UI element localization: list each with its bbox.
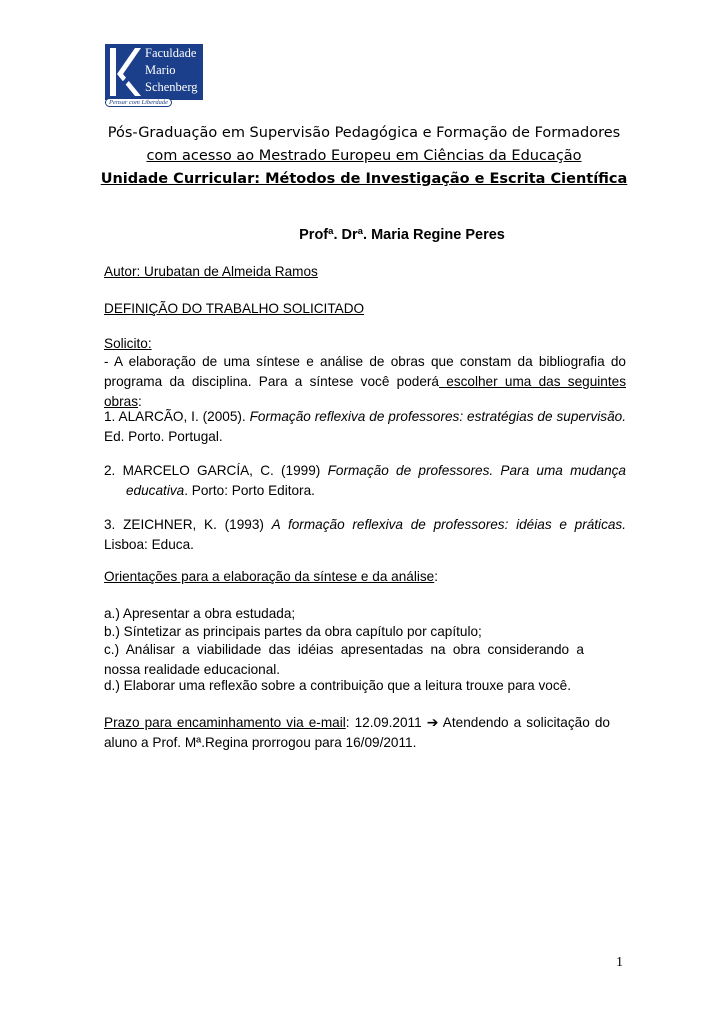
course-title-line-2 [0, 148, 728, 164]
orientacoes-colon: : [434, 569, 439, 584]
work-item-3 [104, 515, 626, 555]
orientacoes-item-c: c.) Análisar a viabilidade das idéias apresentadas na obra considerando a nossa realidade educacional. [104, 642, 584, 677]
prazo-text-1: : 12.09.2011 [345, 715, 427, 730]
work-1-title: Formação reflexiva de professores: estratégias de supervisão. [249, 409, 626, 424]
orientacoes-label: Orientações para a elaboração da síntese e da análise [104, 569, 435, 584]
course-title-text-2: com acesso ao Mestrado Europeu em Ciências da Educação [146, 148, 582, 164]
logo-k-mark-icon [105, 44, 143, 100]
logo-wordmark [145, 45, 203, 96]
orientacoes-item-b: b.) Síntetizar as principais partes da obra capítulo por capítulo; [104, 624, 482, 639]
prazo-text-2: Atendendo a solicitação do aluno a Prof. Mª.Regina prorrogou para 16/09/2011. [104, 715, 610, 750]
right-arrow-icon: ➔ [426, 714, 439, 730]
logo-line-3: Schenberg [145, 80, 198, 94]
solicito-paragraph [104, 352, 626, 412]
logo-line-2: Mario [145, 63, 176, 77]
course-title-text-1: Pós-Graduação em Supervisão Pedagógica e Formação de Formadores [107, 125, 621, 141]
work-2-title: Formação de professores. Para uma mudança educativa [126, 463, 626, 498]
work-3-prefix: 3. ZEICHNER, K. (1993) [104, 517, 272, 532]
work-2-suffix: . Porto: Porto Editora. [184, 483, 315, 498]
professor-name: Profª. Drª. Maria Regine Peres [299, 227, 505, 243]
section-title [104, 299, 624, 319]
section-title-text: DEFINIÇÃO DO TRABALHO SOLICITADO [104, 301, 365, 316]
orientacoes-item-d: d.) Elaborar uma reflexão sobre a contribuição que a leitura trouxe para você. [104, 678, 571, 693]
solicito-text-3: : [138, 394, 142, 409]
solicito-text-1: - A elaboração de uma síntese e análise de obras que constam da bibliografia do programa da disciplina. Para a síntese você poderá [104, 354, 626, 389]
solicito-label-text: Solicito: [104, 336, 152, 351]
work-3-title: A formação reflexiva de professores: idéias e práticas. [271, 517, 627, 532]
curricular-unit-text: Unidade Curricular: Métodos de Investigação e Escrita Científica [100, 171, 628, 187]
page-number: 1 [616, 955, 623, 970]
logo-slogan: Pensar com Liberdade [105, 98, 172, 107]
solicito-label [104, 334, 624, 354]
work-item-1 [104, 407, 626, 447]
orientacoes-item-a: a.) Apresentar a obra estudada; [104, 606, 296, 621]
logo-line-1: Faculdade [145, 46, 197, 60]
work-1-prefix: 1. ALARCÃO, I. (2005). [104, 409, 250, 424]
work-3-suffix: Lisboa: Educa. [104, 537, 194, 552]
author-text: Autor: Urubatan de Almeida Ramos [104, 264, 318, 279]
faculty-logo [105, 44, 205, 108]
prazo-paragraph [104, 712, 610, 753]
work-item-2 [104, 461, 626, 501]
work-2-prefix: 2. MARCELO GARCÍA, C. (1999) [104, 463, 328, 478]
solicito-text-2: escolher uma das seguintes obras [104, 374, 626, 409]
orientacoes-heading [104, 567, 624, 587]
prazo-label: Prazo para encaminhamento via e-mail [104, 715, 346, 730]
work-1-suffix: Ed. Porto. Portugal. [104, 429, 223, 444]
curricular-unit-title [0, 171, 728, 187]
author-line [104, 262, 624, 282]
course-title-line-1 [0, 125, 728, 141]
